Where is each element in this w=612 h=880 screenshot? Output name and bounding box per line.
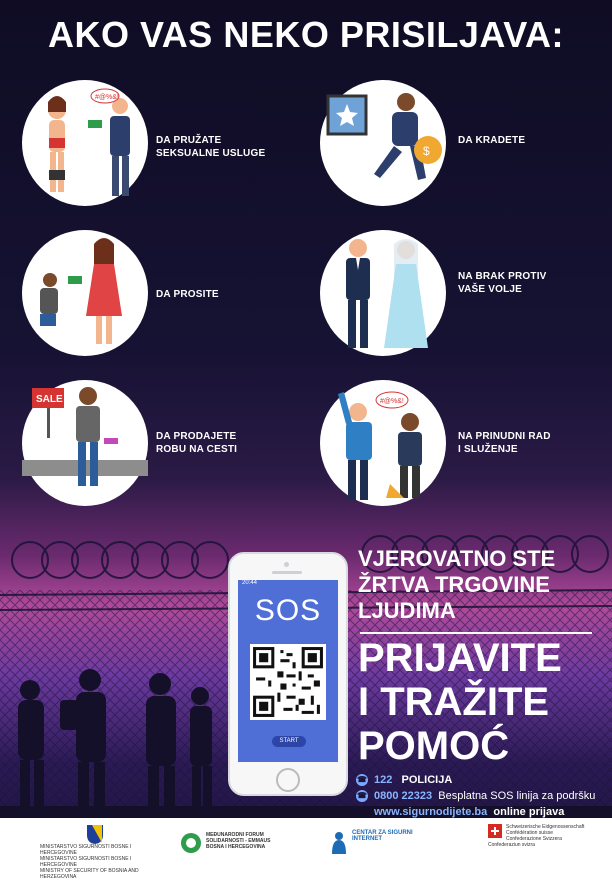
logo-ministry: MINISTARSTVO SIGURNOSTI BOSNE I HERCEGOVINE MINISTARSTVO SIGURNOSTI BOSNE I HERCEGOVINE MINISTRY OF SECURITY OF BOSNIA AND HERZEGOVINA bbox=[40, 824, 150, 880]
camera-dot bbox=[284, 562, 289, 567]
phone-screen bbox=[238, 580, 338, 762]
street-selling-illustration bbox=[22, 380, 148, 506]
thief-illustration bbox=[320, 80, 446, 206]
label-forced-labor: NA PRINUDNI RAD I SLUŽENJE bbox=[458, 431, 551, 455]
divider bbox=[360, 632, 592, 634]
begging-illustration bbox=[22, 230, 148, 356]
safe-internet-icon bbox=[330, 830, 348, 854]
headline: AKO VAS NEKO PRISILJAVA: bbox=[47, 14, 565, 55]
label-stealing: DA KRADETE bbox=[458, 135, 526, 146]
emmaus-leaf-icon bbox=[180, 832, 202, 854]
bih-coat-of-arms-icon bbox=[86, 824, 104, 844]
logo-safe-internet: CENTAR ZA SIGURNI INTERNET bbox=[330, 830, 440, 854]
website-link[interactable]: www.sigurnodijete.ba bbox=[374, 806, 488, 818]
contact-police[interactable]: ☎ 122 POLICIJA bbox=[357, 774, 453, 786]
illustration-circle-sexual-services bbox=[22, 80, 148, 206]
label-forced-marriage: NA BRAK PROTIV VAŠE VOLJE bbox=[458, 271, 547, 295]
logo-emmaus: MEĐUNARODNI FORUM SOLIDARNOSTI - EMMAUS BOSNA I HERCEGOVINA bbox=[180, 832, 300, 854]
logo-swiss-confederation: Schweizerische Eidgenossenschaft Confédération suisse Confederazione Svizzera Confederaziun svizra bbox=[488, 824, 585, 848]
speech-bubble-text: #@%&! bbox=[95, 94, 119, 101]
speech-bubble-text-2: #@%&! bbox=[380, 398, 404, 405]
home-button[interactable] bbox=[276, 768, 300, 792]
label-begging: DA PROSITE bbox=[156, 289, 219, 300]
trafficking-heading: VJEROVATNO STE ŽRTVA TRGOVINE LJUDIMA bbox=[358, 546, 556, 623]
contact-sos-line[interactable]: ☎ 0800 22323 Besplatna SOS linija za podršku bbox=[357, 790, 596, 802]
forced-labor-illustration bbox=[320, 380, 446, 506]
status-bar-time: 20:44 bbox=[242, 580, 258, 586]
illustration-circle-forced-marriage bbox=[320, 230, 446, 356]
qr-code[interactable] bbox=[250, 644, 326, 720]
sos-title: SOS bbox=[254, 594, 322, 627]
woman-and-man-illustration bbox=[22, 80, 148, 206]
speaker-slot bbox=[272, 571, 302, 574]
phone-icon: ☎ bbox=[357, 791, 367, 801]
phone-icon: ☎ bbox=[357, 775, 367, 785]
illustration-circle-stealing bbox=[320, 80, 446, 206]
footer-logos bbox=[0, 818, 612, 880]
swiss-flag-icon bbox=[488, 824, 502, 838]
label-sexual-services: DA PRUŽATE SEKSUALNE USLUGE bbox=[156, 135, 266, 159]
illustration-circle-street-selling bbox=[22, 380, 148, 506]
qr-pattern bbox=[250, 644, 326, 720]
call-to-action: PRIJAVITE I TRAŽITE POMOĆ bbox=[358, 636, 562, 768]
illustration-circle-forced-labor bbox=[320, 380, 446, 506]
forced-marriage-illustration bbox=[320, 230, 446, 356]
phone-mockup bbox=[228, 552, 348, 796]
start-button[interactable]: START bbox=[272, 736, 306, 747]
contact-website[interactable]: www.sigurnodijete.ba online prijava bbox=[374, 806, 565, 818]
label-street-selling: DA PRODAJETE ROBU NA CESTI bbox=[156, 431, 238, 455]
sale-sign-text: SALE bbox=[36, 394, 63, 405]
svg-text:$: $ bbox=[423, 144, 430, 158]
illustration-circle-begging bbox=[22, 230, 148, 356]
